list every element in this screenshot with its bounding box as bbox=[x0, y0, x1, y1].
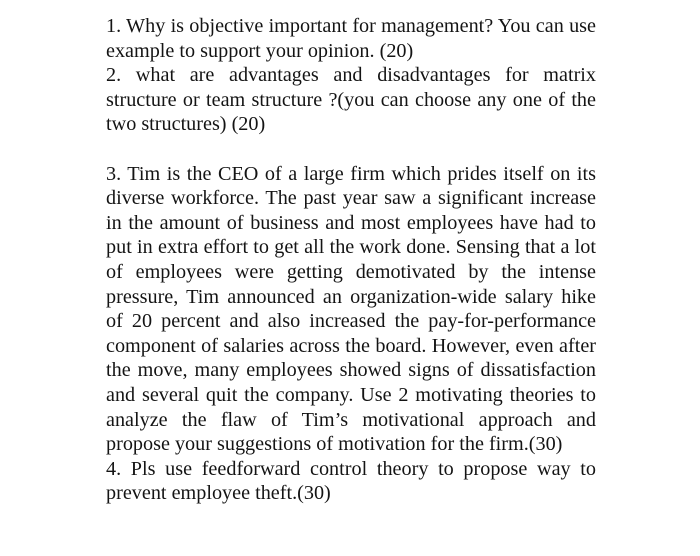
paragraph-spacer bbox=[106, 137, 596, 162]
question-4: 4. Pls use feedforward control theory to propose way to prevent employee theft.(30) bbox=[106, 457, 596, 505]
question-1: 1. Why is objective important for management? You can use example to support your opinion. (20) bbox=[106, 15, 596, 62]
question-document bbox=[106, 14, 596, 506]
question-3: 3. Tim is the CEO of a large firm which prides itself on its diverse workforce. The past year saw a significant increase in the amount of business and most employees have had to put in extra effort to get all the work done. Sensing that a lot of employees were getting demotivated by the intense pressure, Tim announced an organization-wide salary hike of 20 percent and also increased the pay-for-performance component of salaries across the board. However, even after the move, many employees showed signs of dissatisfaction and several quit the company. Use 2 motivating theories to analyze the flaw of Tim’s motivational approach and propose your suggestions of motivation for the firm.(30) bbox=[106, 162, 596, 456]
question-2: 2. what are advantages and disadvantages for matrix structure or team structure ?(you can choose any one of the two structures) (20) bbox=[106, 64, 596, 136]
